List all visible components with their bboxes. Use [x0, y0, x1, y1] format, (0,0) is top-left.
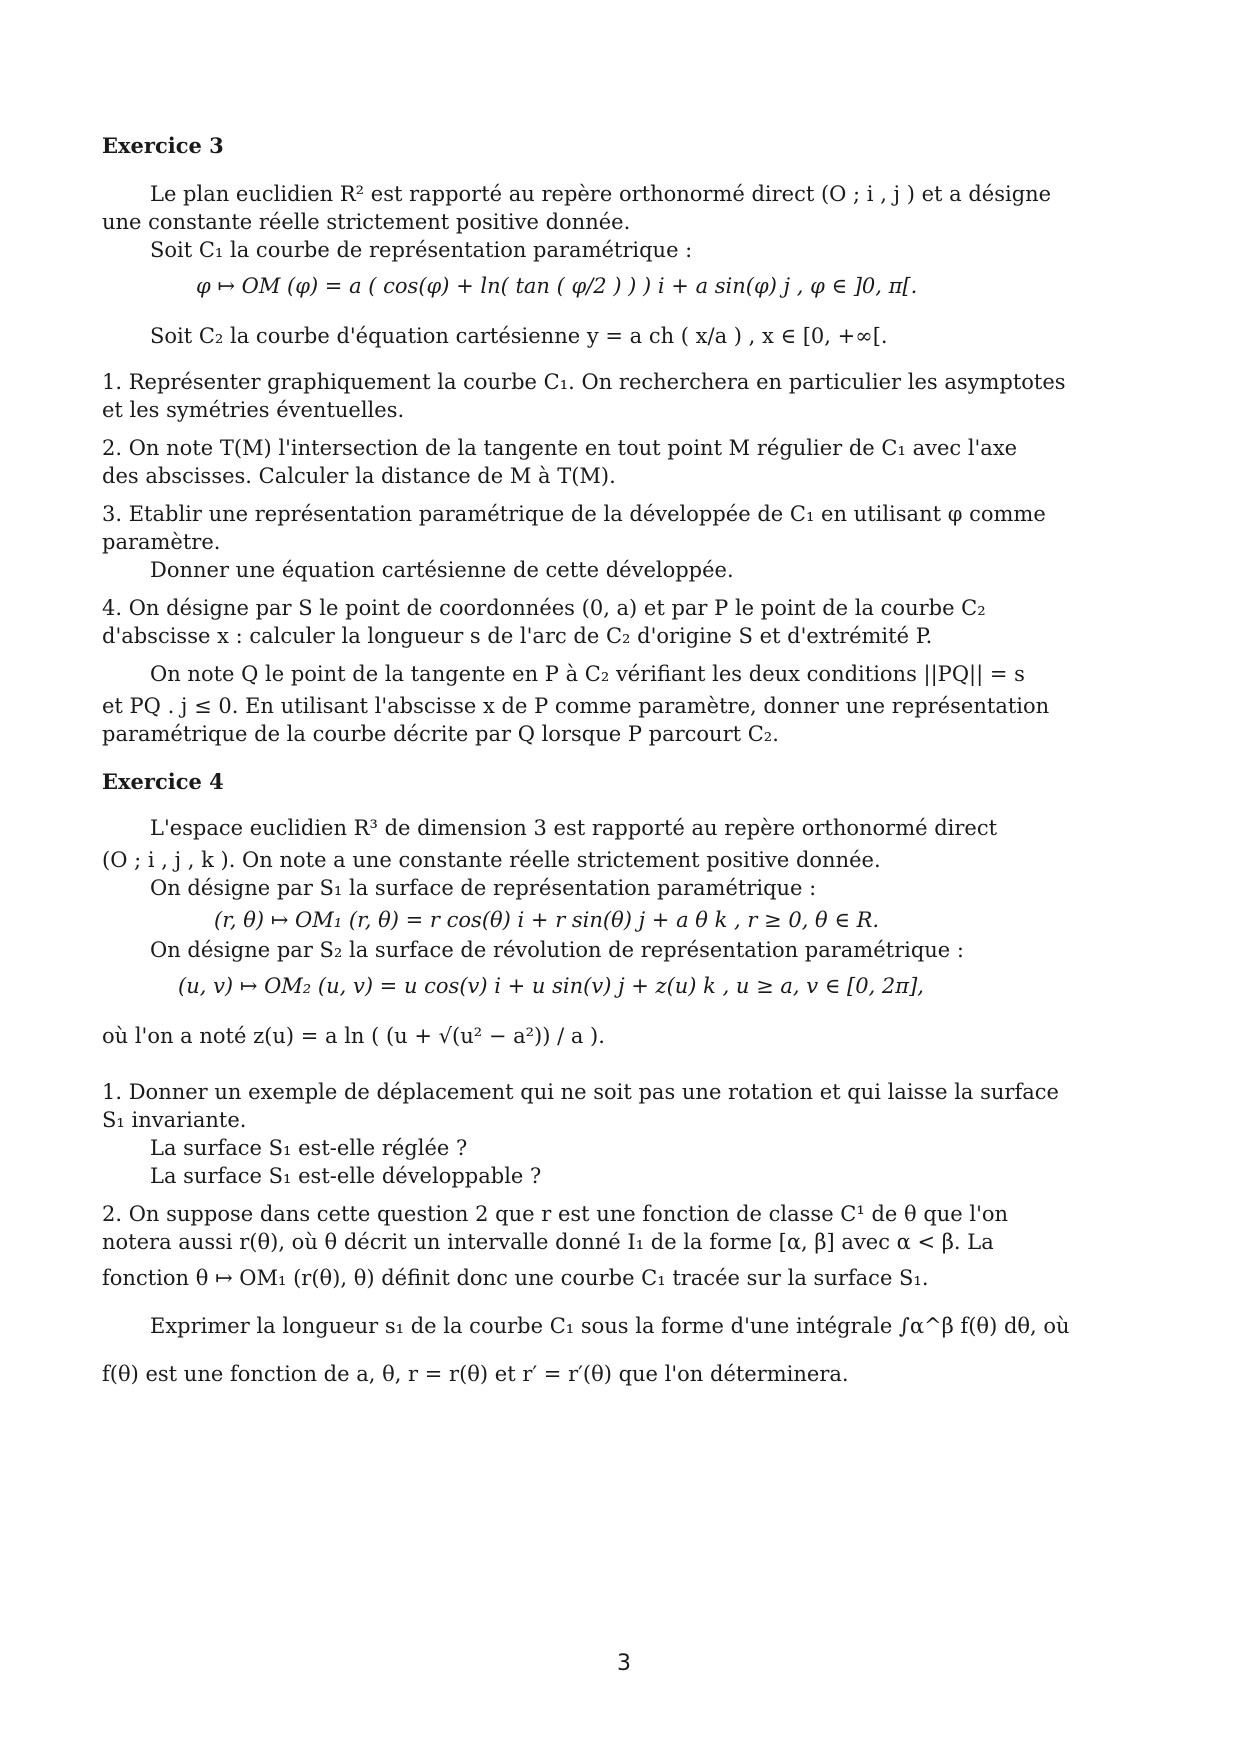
ex4-s2-definition: On désigne par S₂ la surface de révolution de représentation paramétrique : [150, 938, 964, 962]
ex3-q3-line-3: Donner une équation cartésienne de cette développée. [150, 558, 734, 582]
ex3-q4-line-3: On note Q le point de la tangente en P à C₂ vérifiant les deux conditions ||PQ|| = s [150, 662, 1025, 686]
ex4-q2-line-2: notera aussi r(θ), où θ décrit un intervalle donné I₁ de la forme [α, β] avec α < β. La [102, 1230, 994, 1254]
ex4-s1-formula: (r, θ) ↦ OM₁ (r, θ) = r cos(θ) i + r sin(θ) j + a θ k , r ≥ 0, θ ∈ R. [214, 908, 880, 932]
ex4-q1-line-2: S₁ invariante. [102, 1108, 247, 1132]
ex3-intro-line-2: une constante réelle strictement positive donnée. [102, 210, 631, 234]
ex4-q1-line-4: La surface S₁ est-elle développable ? [150, 1164, 542, 1188]
ex4-q2-line-3: fonction θ ↦ OM₁ (r(θ), θ) définit donc une courbe C₁ tracée sur la surface S₁. [102, 1266, 929, 1290]
ex4-z-definition: où l'on a noté z(u) = a ln ( (u + √(u² − a²)) / a ). [102, 1024, 605, 1048]
ex4-intro-line-1: L'espace euclidien R³ de dimension 3 est rapporté au repère orthonormé direct [150, 816, 998, 840]
ex3-q4-line-5: paramétrique de la courbe décrite par Q lorsque P parcourt C₂. [102, 722, 779, 746]
exercise-4-title: Exercice 4 [102, 769, 224, 794]
ex3-c1-definition: Soit C₁ la courbe de représentation paramétrique : [150, 238, 693, 262]
ex4-intro-line-2: (O ; i , j , k ). On note a une constante réelle strictement positive donnée. [102, 848, 881, 872]
ex3-q3-line-1: 3. Etablir une représentation paramétrique de la développée de C₁ en utilisant φ comme [102, 502, 1046, 526]
ex3-c1-formula: φ ↦ OM (φ) = a ( cos(φ) + ln( tan ( φ/2 ) ) ) i + a sin(φ) j , φ ∈ ]0, π[. [196, 274, 918, 298]
ex3-q4-line-2: d'abscisse x : calculer la longueur s de l'arc de C₂ d'origine S et d'extrémité P. [102, 624, 933, 648]
ex3-q2-line-1: 2. On note T(M) l'intersection de la tangente en tout point M régulier de C₁ avec l'axe [102, 436, 1018, 460]
ex3-q1-line-1: 1. Représenter graphiquement la courbe C₁. On recherchera en particulier les asymptotes [102, 370, 1066, 394]
ex4-s2-formula: (u, v) ↦ OM₂ (u, v) = u cos(v) i + u sin(v) j + z(u) k , u ≥ a, v ∈ [0, 2π], [178, 974, 924, 998]
exercise-3-title: Exercice 3 [102, 133, 224, 158]
ex3-q4-line-1: 4. On désigne par S le point de coordonnées (0, a) et par P le point de la courbe C₂ [102, 596, 986, 620]
ex3-q4-line-4: et PQ . j ≤ 0. En utilisant l'abscisse x de P comme paramètre, donner une représentation [102, 694, 1050, 718]
ex3-q1-line-2: et les symétries éventuelles. [102, 398, 405, 422]
ex3-q3-line-2: paramètre. [102, 530, 221, 554]
ex4-s1-definition: On désigne par S₁ la surface de représentation paramétrique : [150, 876, 817, 900]
ex4-q2-line-4: Exprimer la longueur s₁ de la courbe C₁ sous la forme d'une intégrale ∫α^β f(θ) dθ, où [150, 1314, 1070, 1338]
ex3-q2-line-2: des abscisses. Calculer la distance de M à T(M). [102, 464, 616, 488]
page-number: 3 [617, 1651, 631, 1676]
ex4-q2-line-5: f(θ) est une fonction de a, θ, r = r(θ) et r′ = r′(θ) que l'on déterminera. [102, 1362, 849, 1386]
ex3-intro-line-1: Le plan euclidien R² est rapporté au repère orthonormé direct (O ; i , j ) et a désigne [150, 182, 1052, 206]
ex4-q1-line-3: La surface S₁ est-elle réglée ? [150, 1136, 468, 1160]
ex4-q1-line-1: 1. Donner un exemple de déplacement qui ne soit pas une rotation et qui laisse la surface [102, 1080, 1059, 1104]
ex4-q2-line-1: 2. On suppose dans cette question 2 que r est une fonction de classe C¹ de θ que l'on [102, 1202, 1009, 1226]
ex3-c2-definition: Soit C₂ la courbe d'équation cartésienne y = a ch ( x/a ) , x ∈ [0, +∞[. [150, 324, 888, 348]
